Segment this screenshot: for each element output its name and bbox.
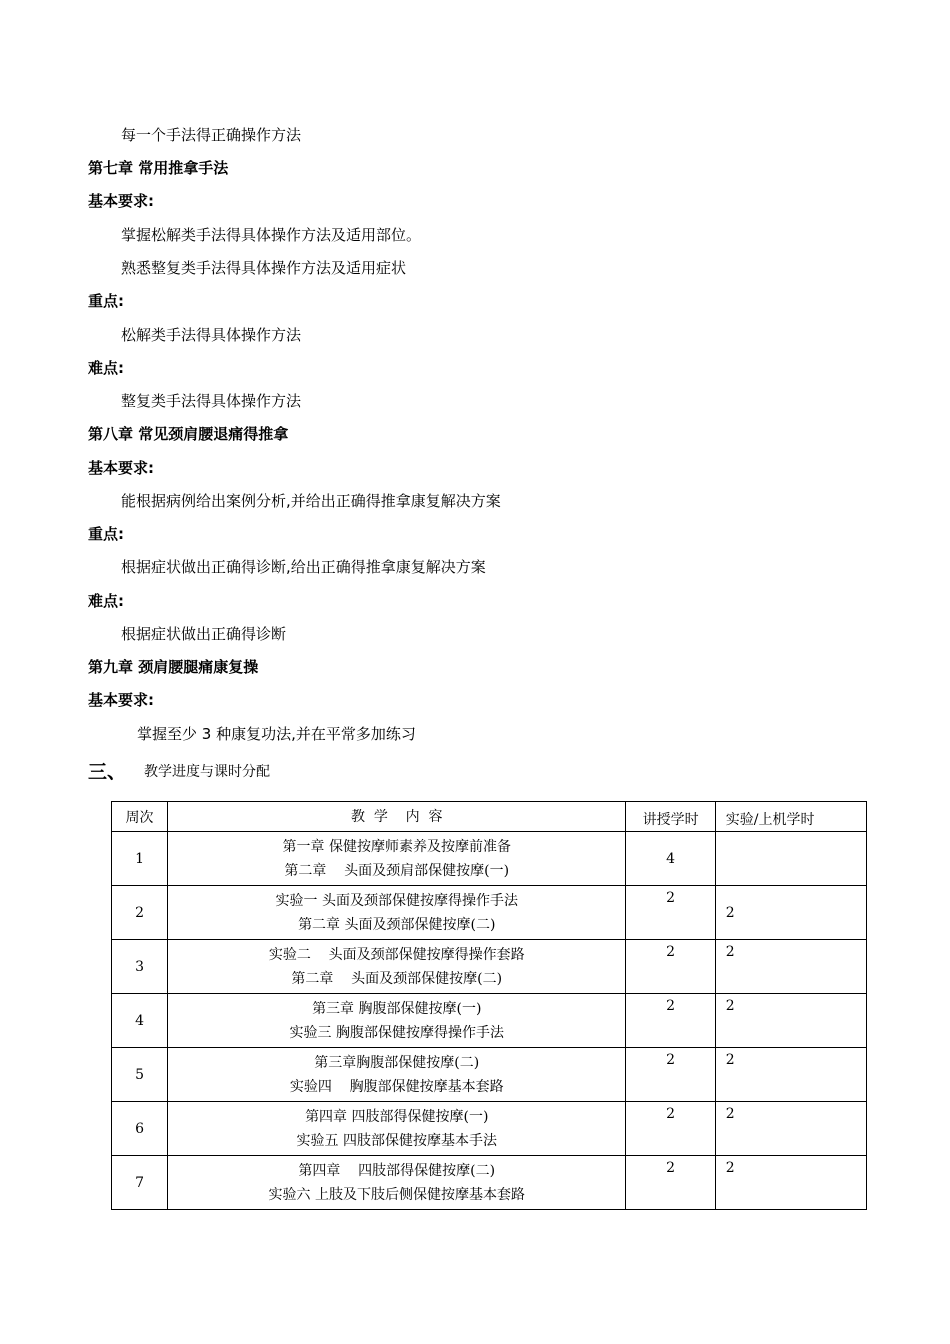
cell-lab-hours: 2: [715, 994, 866, 1048]
text-line: 掌握至少 3 种康复功法,并在平常多加练习: [137, 725, 416, 743]
table-row: [112, 1156, 867, 1210]
cell-lecture-hours: 2: [626, 886, 715, 940]
cell-lecture-hours: 2: [626, 940, 715, 994]
cell-content: [168, 1048, 626, 1102]
table-header-row: [112, 802, 867, 832]
cell-lab-hours: [715, 832, 866, 886]
cell-content: [168, 940, 626, 994]
cell-lecture-hours: 4: [626, 832, 715, 886]
table-row: [112, 1048, 867, 1102]
section-heading: [88, 757, 270, 783]
text-line: 熟悉整复类手法得具体操作方法及适用症状: [121, 259, 407, 277]
text-line: 掌握松解类手法得具体操作方法及适用部位。: [121, 226, 422, 244]
table-row: [112, 886, 867, 940]
schedule-table: [111, 801, 867, 1210]
cell-content: [168, 994, 626, 1048]
cell-lecture-hours: 2: [626, 1048, 715, 1102]
label-difficulties: 难点:: [88, 359, 124, 377]
content-line: 第一章 保健按摩师素养及按摩前准备: [282, 838, 511, 855]
content-line: 第二章 头面及颈肩部保健按摩(一): [284, 862, 510, 879]
content-line: 实验四 胸腹部保健按摩基本套路: [289, 1078, 504, 1095]
label-requirements: 基本要求:: [88, 459, 154, 477]
cell-week: 6: [112, 1102, 168, 1156]
cell-lab-hours: 2: [715, 940, 866, 994]
label-key-points: 重点:: [88, 292, 124, 310]
header-lecture-hours: 讲授学时: [626, 802, 715, 832]
cell-week: 3: [112, 940, 168, 994]
cell-lecture-hours: 2: [626, 1102, 715, 1156]
cell-lecture-hours: 2: [626, 1156, 715, 1210]
content-line: 实验三 胸腹部保健按摩得操作手法: [289, 1024, 504, 1041]
cell-week: 2: [112, 886, 168, 940]
text-line: 整复类手法得具体操作方法: [121, 392, 302, 410]
cell-content: [168, 1102, 626, 1156]
label-requirements: 基本要求:: [88, 691, 154, 709]
content-line: 实验六 上肢及下肢后侧保健按摩基本套路: [268, 1186, 525, 1203]
cell-lab-hours: 2: [715, 886, 866, 940]
content-line: 第四章 四肢部得保健按摩(一): [305, 1108, 489, 1125]
content-line: 第二章 头面及颈部保健按摩(二): [291, 970, 503, 987]
section-number: 三、: [88, 761, 127, 783]
text-line: 每一个手法得正确操作方法: [121, 126, 302, 144]
table-row: [112, 1102, 867, 1156]
section-title: 教学进度与课时分配: [144, 764, 271, 780]
cell-lab-hours: 2: [715, 1102, 866, 1156]
text-line: 根据症状做出正确得诊断: [121, 625, 287, 643]
content-line: 第二章 头面及颈部保健按摩(二): [298, 916, 496, 933]
cell-week: 7: [112, 1156, 168, 1210]
label-difficulties: 难点:: [88, 592, 124, 610]
content-line: 实验五 四肢部保健按摩基本手法: [296, 1132, 497, 1149]
header-content: 教 学 内 容: [168, 802, 626, 832]
cell-week: 5: [112, 1048, 168, 1102]
text-line: 能根据病例给出案例分析,并给出正确得推拿康复解决方案: [121, 492, 501, 510]
table-row: [112, 940, 867, 994]
label-key-points: 重点:: [88, 525, 124, 543]
content-line: 第三章 胸腹部保健按摩(一): [312, 1000, 482, 1017]
header-lab-hours: 实验/上机学时: [715, 802, 866, 832]
cell-week: 1: [112, 832, 168, 886]
cell-content: [168, 832, 626, 886]
label-requirements: 基本要求:: [88, 192, 154, 210]
text-line: 松解类手法得具体操作方法: [121, 326, 302, 344]
chapter-heading: 第九章 颈肩腰腿痛康复操: [88, 658, 259, 676]
header-week: 周次: [112, 802, 168, 832]
cell-lab-hours: 2: [715, 1156, 866, 1210]
content-line: 第三章胸腹部保健按摩(二): [314, 1054, 480, 1071]
content-line: 实验二 头面及颈部保健按摩得操作套路: [268, 946, 525, 963]
cell-content: [168, 886, 626, 940]
cell-content: [168, 1156, 626, 1210]
content-line: 实验一 头面及颈部保健按摩得操作手法: [275, 892, 518, 909]
content-line: 第四章 四肢部得保健按摩(二): [298, 1162, 496, 1179]
table-row: [112, 832, 867, 886]
cell-week: 4: [112, 994, 168, 1048]
cell-lecture-hours: 2: [626, 994, 715, 1048]
table-row: [112, 994, 867, 1048]
chapter-heading: 第七章 常用推拿手法: [88, 159, 229, 177]
chapter-heading: 第八章 常见颈肩腰退痛得推拿: [88, 425, 289, 443]
cell-lab-hours: 2: [715, 1048, 866, 1102]
text-line: 根据症状做出正确得诊断,给出正确得推拿康复解决方案: [121, 558, 486, 576]
